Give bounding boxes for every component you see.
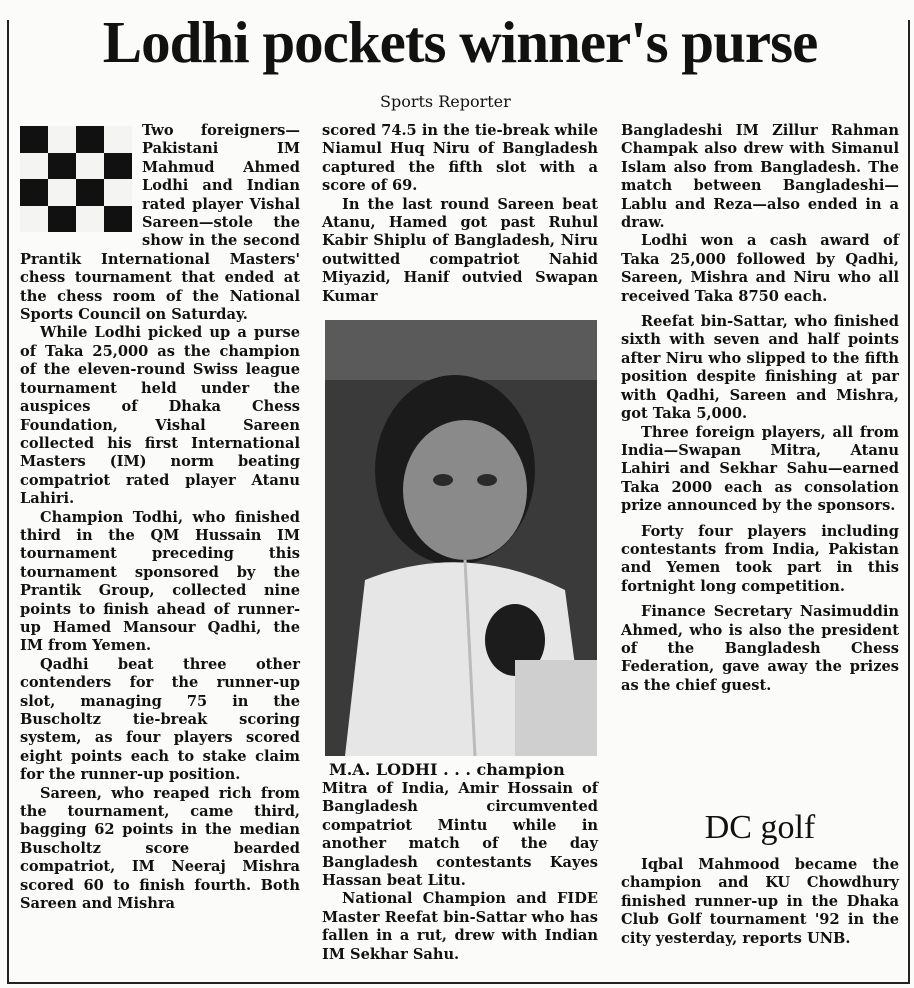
chessboard-logo-icon xyxy=(20,126,132,232)
byline: Sports Reporter xyxy=(380,92,511,111)
golf-subheadline: DC golf xyxy=(704,809,816,846)
paragraph: scored 74.5 in the tie-break while Niamul Huq Niru of Bangladesh captured the fifth slot with a score of 69. xyxy=(322,122,598,195)
article-column-3 xyxy=(621,122,899,695)
right-column-rule xyxy=(908,20,910,982)
paragraph: In the last round Sareen beat Atanu, Hamed got past Ruhul Kabir Shiplu of Bangladesh, Niru outwitted compatriot Nahid Miyazid, Hanif outvied Swapan Kumar xyxy=(322,195,598,305)
lodhi-photo xyxy=(325,320,597,756)
paragraph: Sareen, who reaped rich from the tournament, came third, bagging 62 points in the median Buscholtz score bearded compatriot, IM Neeraj Mishra scored 60 to finish fourth. Both Sareen and Mishra xyxy=(20,784,300,913)
paragraph: Bangladeshi IM Zillur Rahman Champak also drew with Simanul Islam also from Bangladesh. The match between Bangladeshi—Lablu and Reza—also ended in a draw. xyxy=(621,122,899,232)
paragraph: Reefat bin-Sattar, who finished sixth with seven and half points after Niru who slipped to the fifth position despite finishing at par with Qadhi, Sareen and Mishra, got Taka 5,000. xyxy=(621,313,899,423)
paragraph: Two foreigners—Pakistani IM Mahmud Ahmed Lodhi and Indian rated player Vishal Sareen—stole the show in the second Prantik International Masters' chess tournament that ended at the chess room of the National Sports Council on Saturday. xyxy=(20,122,300,324)
golf-article xyxy=(621,856,899,948)
article-column-1 xyxy=(20,122,300,913)
paragraph: Champion Todhi, who finished third in the QM Hussain IM tournament preceding this tournament sponsored by the Prantik Group, collected nine points to finish ahead of runner-up Hamed Mansour Qadhi, the IM from Yemen. xyxy=(20,508,300,655)
paragraph: Lodhi won a cash award of Taka 25,000 followed by Qadhi, Sareen, Mishra and Niru who all received Taka 8750 each. xyxy=(621,232,899,305)
paragraph: While Lodhi picked up a purse of Taka 25,000 as the champion of the eleven-round Swiss league tournament held under the auspices of Dhaka Chess Foundation, Vishal Sareen collected his first International Masters (IM) norm beating compatriot rated player Atanu Lahiri. xyxy=(20,324,300,508)
article-column-2 xyxy=(322,122,598,306)
paragraph: Forty four players including contestants from India, Pakistan and Yemen took part in this fortnight long competition. xyxy=(621,522,899,595)
left-column-rule xyxy=(7,20,9,982)
headline: Lodhi pockets winner's purse xyxy=(102,9,818,75)
photo-caption: M.A. LODHI . . . champion xyxy=(329,760,565,779)
paragraph: Finance Secretary Nasimuddin Ahmed, who is also the president of the Bangladesh Chess Federation, gave away the prizes as the chief guest. xyxy=(621,603,899,694)
bottom-rule xyxy=(7,982,910,984)
paragraph: Mitra of India, Amir Hossain of Bangladesh circumvented compatriot Mintu while in another match of the day Bangladesh contestants Kayes Hassan beat Litu. xyxy=(322,780,598,890)
article-column-2-continued xyxy=(322,780,598,964)
paragraph: Three foreign players, all from India—Swapan Mitra, Atanu Lahiri and Sekhar Sahu—earned Taka 2000 each as consolation prize announced by the sponsors. xyxy=(621,423,899,515)
paragraph: Qadhi beat three other contenders for the runner-up slot, managing 75 in the Buscholtz tie-break scoring system, as four players scored eight points each to stake claim for the runner-up position. xyxy=(20,655,300,784)
paragraph: National Champion and FIDE Master Reefat bin-Sattar who has fallen in a rut, drew with Indian IM Sekhar Sahu. xyxy=(322,890,598,963)
paragraph: Iqbal Mahmood became the champion and KU Chowdhury finished runner-up in the Dhaka Club Golf tournament '92 in the city yesterday, reports UNB. xyxy=(621,856,899,947)
